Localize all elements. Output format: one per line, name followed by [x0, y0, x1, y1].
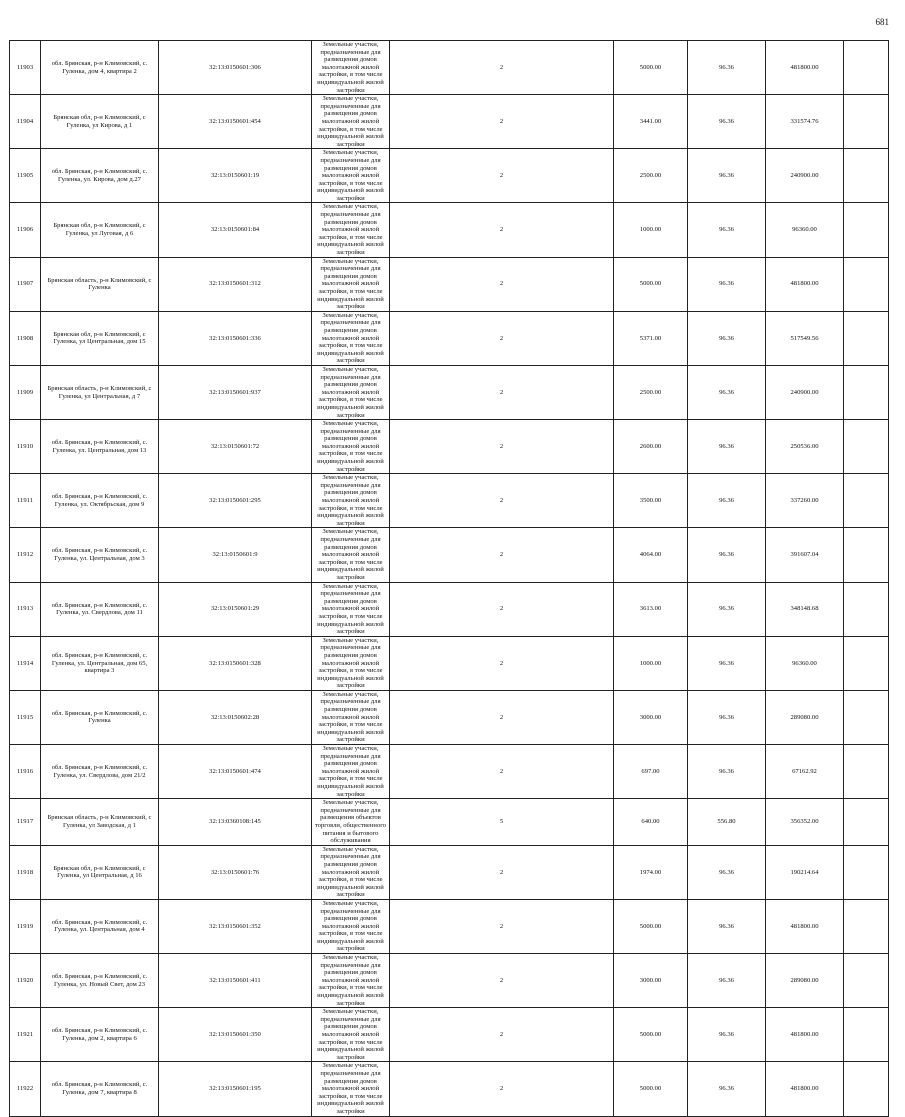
cadastral-number-cell: 32:13:0150601:72: [159, 420, 312, 474]
table-row: [10, 149, 889, 203]
table-row: [10, 636, 889, 690]
address-cell: обл. Брянская, р-н Климовский, с. Гуленка, дом 7, квартира 8: [41, 1062, 159, 1116]
land-use-cell: Земельные участки, предназначенные для размещения домов малоэтажной жилой застройки, в том числе индивидуальной жилой застройки: [312, 636, 390, 690]
address-cell: обл. Брянская, р-н Климовский, с. Гуленка, ул. Кирова, дом д.27: [41, 149, 159, 203]
address-cell: обл. Брянская, р-н Климовский, с. Гуленка, ул. Центральная, дом 4: [41, 899, 159, 953]
empty-cell: [844, 95, 889, 149]
area-cell: 5000.00: [614, 899, 688, 953]
address-cell: Брянская область, р-н Климовский, с Гуленка, ул Центральная, д 7: [41, 365, 159, 419]
area-cell: 5000.00: [614, 1008, 688, 1062]
cadastral-number-cell: 32:13:0150601:19: [159, 149, 312, 203]
group-cell: 2: [390, 257, 614, 311]
group-cell: 2: [390, 582, 614, 636]
cadastral-value-cell: 348148.68: [766, 582, 844, 636]
cadastral-value-cell: 481800.00: [766, 257, 844, 311]
specific-value-cell: 96.36: [688, 41, 766, 95]
cadastral-number-cell: 32:13:0150601:84: [159, 203, 312, 257]
cadastral-value-cell: 331574.76: [766, 95, 844, 149]
area-cell: 1974.00: [614, 845, 688, 899]
empty-cell: [844, 1062, 889, 1116]
address-cell: Брянская область, р-н Климовский, с Гуленка: [41, 257, 159, 311]
cadastral-number-cell: 32:13:0150601:454: [159, 95, 312, 149]
table-row: [10, 528, 889, 582]
land-use-cell: Земельные участки, предназначенные для размещения домов малоэтажной жилой застройки, в том числе индивидуальной жилой застройки: [312, 528, 390, 582]
area-cell: 1000.00: [614, 203, 688, 257]
record-number-cell: 11903: [10, 41, 41, 95]
group-cell: 2: [390, 690, 614, 744]
specific-value-cell: 96.36: [688, 745, 766, 799]
table-row: [10, 1062, 889, 1116]
empty-cell: [844, 845, 889, 899]
cadastral-number-cell: 32:13:0150601:352: [159, 899, 312, 953]
table-body: [10, 41, 889, 1117]
cadastral-value-cell: 481800.00: [766, 899, 844, 953]
cadastral-value-cell: 96360.00: [766, 636, 844, 690]
specific-value-cell: 96.36: [688, 636, 766, 690]
empty-cell: [844, 203, 889, 257]
cadastral-number-cell: 32:13:0150601:350: [159, 1008, 312, 1062]
land-use-cell: Земельные участки, предназначенные для размещения домов малоэтажной жилой застройки, в том числе индивидуальной жилой застройки: [312, 203, 390, 257]
area-cell: 2500.00: [614, 365, 688, 419]
page-number: 681: [875, 17, 889, 27]
land-use-cell: Земельные участки, предназначенные для размещения домов малоэтажной жилой застройки, в том числе индивидуальной жилой застройки: [312, 95, 390, 149]
group-cell: 2: [390, 365, 614, 419]
empty-cell: [844, 420, 889, 474]
cadastral-value-cell: 391607.04: [766, 528, 844, 582]
group-cell: 2: [390, 420, 614, 474]
record-number-cell: 11916: [10, 745, 41, 799]
specific-value-cell: 96.36: [688, 690, 766, 744]
specific-value-cell: 96.36: [688, 203, 766, 257]
address-cell: обл. Брянская, р-н Климовский, с. Гуленка: [41, 690, 159, 744]
cadastral-number-cell: 32:13:0150601:336: [159, 311, 312, 365]
area-cell: 697.00: [614, 745, 688, 799]
record-number-cell: 11921: [10, 1008, 41, 1062]
cadastral-number-cell: 32:13:0150601:312: [159, 257, 312, 311]
area-cell: 3441.00: [614, 95, 688, 149]
table-row: [10, 745, 889, 799]
cadastral-number-cell: 32:13:0150601:9: [159, 528, 312, 582]
cadastral-number-cell: 32:13:0150601:411: [159, 954, 312, 1008]
empty-cell: [844, 745, 889, 799]
record-number-cell: 11920: [10, 954, 41, 1008]
cadastral-number-cell: 32:13:0150601:29: [159, 582, 312, 636]
land-use-cell: Земельные участки, предназначенные для размещения домов малоэтажной жилой застройки, в том числе индивидуальной жилой застройки: [312, 311, 390, 365]
table-row: [10, 1008, 889, 1062]
record-number-cell: 11915: [10, 690, 41, 744]
cadastral-value-cell: 96360.00: [766, 203, 844, 257]
empty-cell: [844, 690, 889, 744]
table-row: [10, 954, 889, 1008]
address-cell: обл. Брянская, р-н Климовский, с. Гуленка, ул. Центральная, дом 13: [41, 420, 159, 474]
land-use-cell: Земельные участки, предназначенные для размещения домов малоэтажной жилой застройки, в том числе индивидуальной жилой застройки: [312, 954, 390, 1008]
group-cell: 2: [390, 899, 614, 953]
address-cell: обл. Брянская, р-н Климовский, с. Гуленка, ул. Центральная, дом 65, квартира 3: [41, 636, 159, 690]
empty-cell: [844, 582, 889, 636]
empty-cell: [844, 474, 889, 528]
address-cell: Брянская область, р-н Климовский, с Гуленка, ул Заводская, д 1: [41, 799, 159, 846]
land-use-cell: Земельные участки, предназначенные для размещения домов малоэтажной жилой застройки, в том числе индивидуальной жилой застройки: [312, 899, 390, 953]
land-use-cell: Земельные участки, предназначенные для размещения домов малоэтажной жилой застройки, в том числе индивидуальной жилой застройки: [312, 582, 390, 636]
area-cell: 5000.00: [614, 1062, 688, 1116]
cadastral-number-cell: 32:13:0150601:195: [159, 1062, 312, 1116]
cadastral-value-cell: 240900.00: [766, 365, 844, 419]
area-cell: 5371.00: [614, 311, 688, 365]
land-use-cell: Земельные участки, предназначенные для размещения домов малоэтажной жилой застройки, в том числе индивидуальной жилой застройки: [312, 1062, 390, 1116]
record-number-cell: 11912: [10, 528, 41, 582]
cadastral-number-cell: 32:13:0150601:328: [159, 636, 312, 690]
table-row: [10, 474, 889, 528]
land-use-cell: Земельные участки, предназначенные для размещения домов малоэтажной жилой застройки, в том числе индивидуальной жилой застройки: [312, 474, 390, 528]
group-cell: 2: [390, 149, 614, 203]
record-number-cell: 11913: [10, 582, 41, 636]
record-number-cell: 11904: [10, 95, 41, 149]
specific-value-cell: 96.36: [688, 149, 766, 203]
specific-value-cell: 96.36: [688, 954, 766, 1008]
land-use-cell: Земельные участки, предназначенные для размещения домов малоэтажной жилой застройки, в том числе индивидуальной жилой застройки: [312, 690, 390, 744]
specific-value-cell: 96.36: [688, 365, 766, 419]
group-cell: 2: [390, 1008, 614, 1062]
cadastral-value-cell: 481800.00: [766, 41, 844, 95]
cadastral-value-cell: 190214.64: [766, 845, 844, 899]
table-row: [10, 257, 889, 311]
specific-value-cell: 96.36: [688, 95, 766, 149]
area-cell: 5000.00: [614, 257, 688, 311]
address-cell: Брянская обл, р-н Климовский, с Гуленка, ул Луговая, д 6: [41, 203, 159, 257]
table-row: [10, 203, 889, 257]
address-cell: Брянская обл, р-н Климовский, с Гуленка, ул Центральная, дом 15: [41, 311, 159, 365]
record-number-cell: 11911: [10, 474, 41, 528]
empty-cell: [844, 41, 889, 95]
empty-cell: [844, 365, 889, 419]
address-cell: Брянская обл, р-н Климовский, с Гуленка, ул Кирова, д 1: [41, 95, 159, 149]
address-cell: обл. Брянская, р-н Климовский, с. Гуленка, ул. Свердлова, дом 21/2: [41, 745, 159, 799]
specific-value-cell: 96.36: [688, 420, 766, 474]
land-use-cell: Земельные участки, предназначенные для размещения домов малоэтажной жилой застройки, в том числе индивидуальной жилой застройки: [312, 257, 390, 311]
empty-cell: [844, 311, 889, 365]
group-cell: 2: [390, 636, 614, 690]
table-row: [10, 845, 889, 899]
group-cell: 2: [390, 745, 614, 799]
empty-cell: [844, 149, 889, 203]
record-number-cell: 11914: [10, 636, 41, 690]
area-cell: 3500.00: [614, 474, 688, 528]
land-use-cell: Земельные участки, предназначенные для размещения домов малоэтажной жилой застройки, в том числе индивидуальной жилой застройки: [312, 1008, 390, 1062]
specific-value-cell: 96.36: [688, 528, 766, 582]
area-cell: 2600.00: [614, 420, 688, 474]
specific-value-cell: 96.36: [688, 1008, 766, 1062]
area-cell: 640.00: [614, 799, 688, 846]
record-number-cell: 11910: [10, 420, 41, 474]
cadastral-value-cell: 67162.92: [766, 745, 844, 799]
cadastral-value-cell: 250536.00: [766, 420, 844, 474]
empty-cell: [844, 954, 889, 1008]
cadastral-number-cell: 32:13:0150601:76: [159, 845, 312, 899]
area-cell: 3000.00: [614, 954, 688, 1008]
area-cell: 3613.00: [614, 582, 688, 636]
record-number-cell: 11917: [10, 799, 41, 846]
group-cell: 5: [390, 799, 614, 846]
address-cell: обл. Брянская, р-н Климовский, с. Гуленка, ул. Октябрьская, дом 9: [41, 474, 159, 528]
group-cell: 2: [390, 203, 614, 257]
address-cell: обл. Брянская, р-н Климовский, с. Гуленка, дом 2, квартира 6: [41, 1008, 159, 1062]
specific-value-cell: 96.36: [688, 311, 766, 365]
record-number-cell: 11909: [10, 365, 41, 419]
record-number-cell: 11918: [10, 845, 41, 899]
group-cell: 2: [390, 954, 614, 1008]
empty-cell: [844, 257, 889, 311]
group-cell: 2: [390, 528, 614, 582]
cadastral-number-cell: 32:13:0150601:306: [159, 41, 312, 95]
cadastral-number-cell: 32:13:0360108:145: [159, 799, 312, 846]
group-cell: 2: [390, 474, 614, 528]
land-use-cell: Земельные участки, предназначенные для размещения домов малоэтажной жилой застройки, в том числе индивидуальной жилой застройки: [312, 745, 390, 799]
empty-cell: [844, 528, 889, 582]
cadastral-value-cell: 481800.00: [766, 1062, 844, 1116]
land-use-cell: Земельные участки, предназначенные для размещения объектов торговли, общественного питания и бытового обслуживания: [312, 799, 390, 846]
land-use-cell: Земельные участки, предназначенные для размещения домов малоэтажной жилой застройки, в том числе индивидуальной жилой застройки: [312, 420, 390, 474]
address-cell: обл. Брянская, р-н Климовский, с. Гуленка, дом 4, квартира 2: [41, 41, 159, 95]
address-cell: Брянская обл, р-н Климовский, с Гуленка, ул Центральная, д 16: [41, 845, 159, 899]
cadastral-value-cell: 289080.00: [766, 690, 844, 744]
empty-cell: [844, 799, 889, 846]
area-cell: 1000.00: [614, 636, 688, 690]
cadastral-number-cell: 32:13:0150601:474: [159, 745, 312, 799]
specific-value-cell: 96.36: [688, 845, 766, 899]
empty-cell: [844, 636, 889, 690]
cadastral-value-cell: 517549.56: [766, 311, 844, 365]
empty-cell: [844, 899, 889, 953]
specific-value-cell: 96.36: [688, 1062, 766, 1116]
table-row: [10, 690, 889, 744]
table-row: [10, 799, 889, 846]
record-number-cell: 11906: [10, 203, 41, 257]
land-use-cell: Земельные участки, предназначенные для размещения домов малоэтажной жилой застройки, в том числе индивидуальной жилой застройки: [312, 845, 390, 899]
table-row: [10, 311, 889, 365]
specific-value-cell: 96.36: [688, 257, 766, 311]
table-row: [10, 582, 889, 636]
table-row: [10, 365, 889, 419]
group-cell: 2: [390, 41, 614, 95]
land-use-cell: Земельные участки, предназначенные для размещения домов малоэтажной жилой застройки, в том числе индивидуальной жилой застройки: [312, 365, 390, 419]
area-cell: 4064.00: [614, 528, 688, 582]
land-use-cell: Земельные участки, предназначенные для размещения домов малоэтажной жилой застройки, в том числе индивидуальной жилой застройки: [312, 149, 390, 203]
address-cell: обл. Брянская, р-н Климовский, с. Гуленка, ул. Свердлова, дом 11: [41, 582, 159, 636]
cadastral-value-cell: 289080.00: [766, 954, 844, 1008]
record-number-cell: 11919: [10, 899, 41, 953]
specific-value-cell: 96.36: [688, 474, 766, 528]
record-number-cell: 11905: [10, 149, 41, 203]
empty-cell: [844, 1008, 889, 1062]
address-cell: обл. Брянская, р-н Климовский, с. Гуленка, ул. Новый Свет, дом 23: [41, 954, 159, 1008]
record-number-cell: 11908: [10, 311, 41, 365]
cadastral-number-cell: 32:13:0150601:937: [159, 365, 312, 419]
cadastral-number-cell: 32:13:0150602:28: [159, 690, 312, 744]
group-cell: 2: [390, 95, 614, 149]
group-cell: 2: [390, 311, 614, 365]
cadastral-value-cell: 481800.00: [766, 1008, 844, 1062]
land-use-cell: Земельные участки, предназначенные для размещения домов малоэтажной жилой застройки, в том числе индивидуальной жилой застройки: [312, 41, 390, 95]
specific-value-cell: 96.36: [688, 582, 766, 636]
area-cell: 3000.00: [614, 690, 688, 744]
table-row: [10, 41, 889, 95]
table-row: [10, 420, 889, 474]
cadastral-value-cell: 356352.00: [766, 799, 844, 846]
cadastral-value-cell: 240900.00: [766, 149, 844, 203]
address-cell: обл. Брянская, р-н Климовский, с. Гуленка, ул. Центральная, дом 3: [41, 528, 159, 582]
land-registry-table: [9, 40, 889, 1117]
group-cell: 2: [390, 1062, 614, 1116]
record-number-cell: 11922: [10, 1062, 41, 1116]
table-row: [10, 899, 889, 953]
area-cell: 2500.00: [614, 149, 688, 203]
group-cell: 2: [390, 845, 614, 899]
table-row: [10, 95, 889, 149]
specific-value-cell: 96.36: [688, 899, 766, 953]
cadastral-value-cell: 337260.00: [766, 474, 844, 528]
specific-value-cell: 556.80: [688, 799, 766, 846]
area-cell: 5000.00: [614, 41, 688, 95]
cadastral-number-cell: 32:13:0150601:295: [159, 474, 312, 528]
record-number-cell: 11907: [10, 257, 41, 311]
